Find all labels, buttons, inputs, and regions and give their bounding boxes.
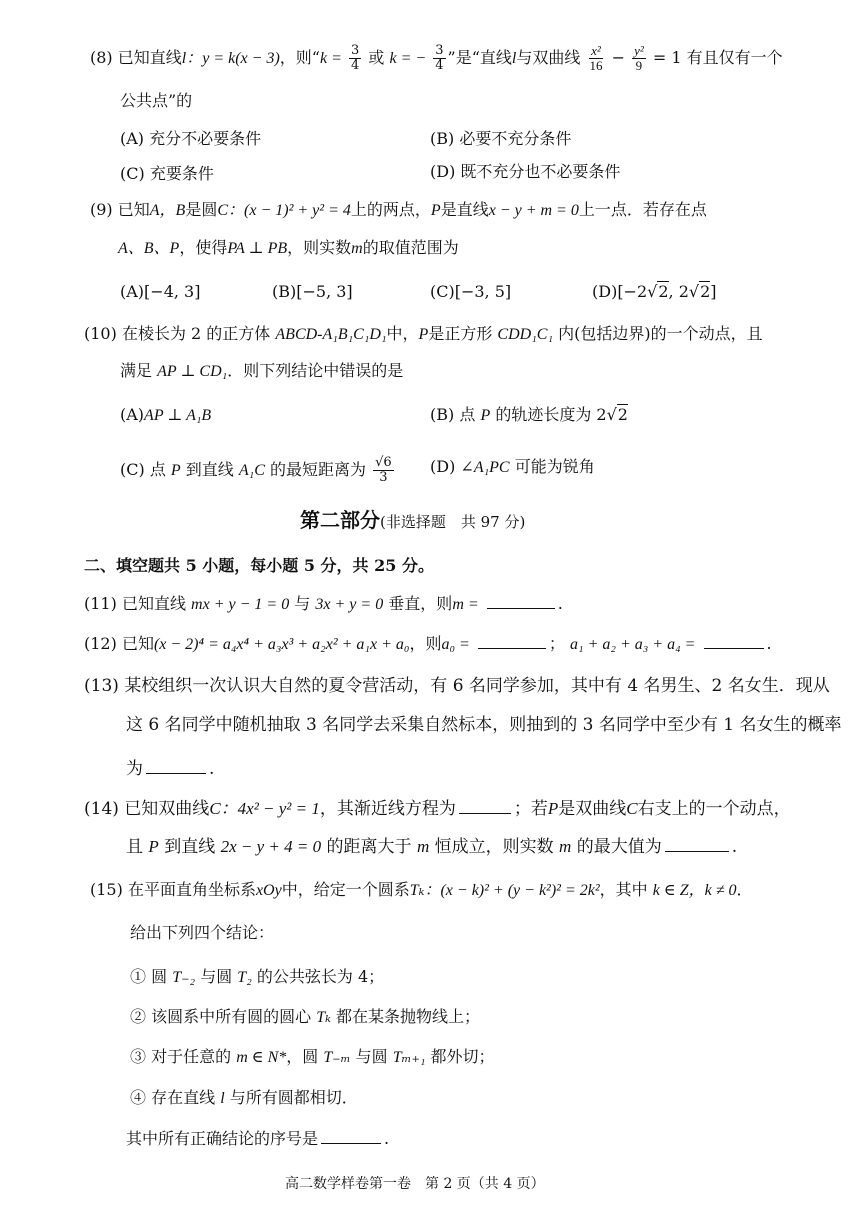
q9-text: 的取值范围为 (362, 238, 459, 257)
q8-option-d: (D) 既不充分也不必要条件 (430, 162, 621, 181)
q9-stem-line2 (118, 237, 459, 260)
q13-line3: 为 . (126, 759, 215, 779)
q12-answer-blank-2[interactable] (704, 632, 764, 649)
q8-text: 与双曲线 (516, 48, 581, 67)
q9-text: 已知 (117, 200, 150, 219)
q13-answer-blank[interactable] (146, 757, 206, 774)
q8-line-eq: l：y = k(x − 3) (181, 50, 280, 67)
q12-line: (12) 已知(x − 2)⁴ = a₄x⁴ + a₃x³ + a₂x² + a₁x + a₀，则a₀ = ； a₁ + a₂ + a₃ + a₄ = . (84, 634, 772, 653)
q9-line: x − y + m = 0 (488, 202, 579, 219)
q10-option-b: (B) 点 P 的轨迹长度为 2√2 (430, 405, 628, 424)
q8-option-b: (B) 必要不充分条件 (430, 129, 572, 148)
q9-text: ，使得 (179, 238, 228, 257)
q9-text: 是直线 (440, 200, 489, 219)
q8-k: k = (319, 50, 342, 67)
q9-text: 上一点．若存在点 (578, 200, 707, 219)
q15-conclusion-1: ① 圆 T₋₂ 与圆 T₂ 的公共弦长为 4； (130, 967, 385, 986)
q8-text: 或 (368, 48, 385, 67)
q10-p: P (418, 326, 429, 343)
q10-text: ．则下列结论中错误的是 (227, 361, 404, 380)
q10-text: 内(包括边界)的一个动点，且 (558, 324, 763, 343)
q15-line1: (15) 在平面直角坐标系xOy中，给定一个圆系Tₖ：(x − k)² + (y − k²)² = 2k²，其中 k ∈ Z，k ≠ 0． (90, 880, 753, 899)
q8-k2: k = − (389, 50, 427, 67)
q14-answer-blank-1[interactable] (459, 797, 511, 814)
q15-conclusion-2: ② 该圆系中所有圆的圆心 Tₖ 都在某条抛物线上； (130, 1007, 481, 1026)
q8-option-a: (A) 充分不必要条件 (120, 129, 262, 148)
q10-option-d: (D) ∠A₁PC 可能为锐角 (430, 457, 595, 476)
q13-line1: (13) 某校组织一次认识大自然的夏令营活动，有 6 名同学参加，其中有 4 名男生、2 名女生．现从 (84, 676, 830, 696)
q9-p: P (430, 202, 441, 219)
section2-heading: 二、填空题共 5 小题，每小题 5 分，共 25 分。 (84, 556, 434, 575)
q8-text: ”是“直线 (447, 48, 512, 67)
q11-answer-blank[interactable] (487, 592, 555, 609)
q9-circle: C：(x − 1)² + y² = 4 (217, 202, 351, 219)
q9-perp: PA ⊥ PB (227, 240, 288, 257)
q14-line2: 且 P 到直线 2x − y + 4 = 0 的距离大于 m 恒成立，则实数 m 的最大值为 . (126, 837, 738, 857)
q14-answer-blank-2[interactable] (665, 835, 729, 852)
q9-number: (9) (90, 200, 113, 219)
q10-text: 中， (386, 324, 419, 343)
q10-stem-line1 (84, 323, 763, 346)
q10-text: 满足 (120, 361, 153, 380)
q10-cube: ABCD-A₁B₁C₁D₁ (275, 326, 387, 343)
q13-line2: 这 6 名同学中随机抽取 3 名同学去采集自然标本，则抽到的 3 名同学中至少有 1 名女生的概率 (126, 715, 842, 735)
q10-face: CDD₁C₁ (497, 326, 553, 343)
q9-text: 上的两点， (350, 200, 431, 219)
q8-frac-3: $\frac{\text{x²}}{16}$ (589, 43, 603, 73)
q9-text: 是圆 (185, 200, 218, 219)
q10-cond: AP ⊥ CD₁ (157, 363, 228, 380)
q10-stem-line2 (120, 360, 403, 383)
q10-text: 在棱长为 2 的正方体 (121, 324, 271, 343)
q14-line1: (14) 已知双曲线C：4x² − y² = 1，其渐近线方程为 ；若P是双曲线C右支上的一个动点， (84, 799, 791, 819)
q9-option-b: (B)[−5, 3] (272, 282, 353, 301)
q9-stem-line1 (90, 199, 707, 222)
q10-frac: $\frac{√6}{3}$ (375, 455, 392, 485)
q8-stem-line2: 公共点”的 (120, 91, 193, 110)
q10-number: (10) (84, 324, 117, 343)
q9-m: m (351, 240, 363, 257)
q10-option-a: (A)AP ⊥ A₁B (120, 405, 212, 424)
q8-minus: − (611, 48, 625, 67)
q10-option-c: (C) 点 P 到直线 A₁C 的最短距离为 $\frac{√6}{3}$ (120, 455, 392, 485)
q8-text: 已知直线 (117, 48, 182, 67)
q9-ab: A，B (149, 202, 186, 219)
q9-abp: A、B、P (118, 240, 180, 257)
q8-frac-4: $\frac{\text{y²}}{9}$ (634, 43, 644, 73)
q8-text: = 1 有且仅有一个 (652, 48, 783, 67)
q8-text: ，则“ (279, 48, 320, 67)
q8-number: (8) (90, 48, 113, 67)
q10-text: 是正方形 (428, 324, 493, 343)
q9-text: ，则实数 (287, 238, 352, 257)
q12-answer-blank-1[interactable] (478, 632, 546, 649)
q8-option-c: (C) 充要条件 (120, 164, 214, 183)
q9-option-d: (D)[−2√2, 2√2] (592, 282, 717, 301)
q8-stem-line1 (90, 44, 783, 73)
q15-conclusion-3: ③ 对于任意的 m ∈ N*，圆 T₋ₘ 与圆 Tₘ₊₁ 都外切； (130, 1047, 495, 1066)
q15-answer-blank[interactable] (321, 1127, 381, 1144)
part2-title: 第二部分(非选择题 共 97 分) (300, 508, 526, 532)
q15-line2: 给出下列四个结论： (130, 923, 275, 942)
q9-option-c: (C)[−3, 5] (430, 282, 512, 301)
q15-last-line: 其中所有正确结论的序号是 . (126, 1129, 390, 1148)
q11-line: (11) 已知直线 mx + y − 1 = 0 与 3x + y = 0 垂直，则m = . (84, 594, 563, 613)
q8-l: l (511, 50, 517, 67)
q15-conclusion-4: ④ 存在直线 l 与所有圆都相切． (130, 1088, 358, 1107)
q9-option-a: (A)[−4, 3] (120, 282, 201, 301)
q8-frac-1: $\frac{3}{4}$ (350, 43, 360, 73)
q8-frac-2: $\frac{3}{4}$ (435, 43, 444, 73)
page-footer: 高二数学样卷第一卷 第 2 页（共 4 页） (285, 1176, 545, 1192)
